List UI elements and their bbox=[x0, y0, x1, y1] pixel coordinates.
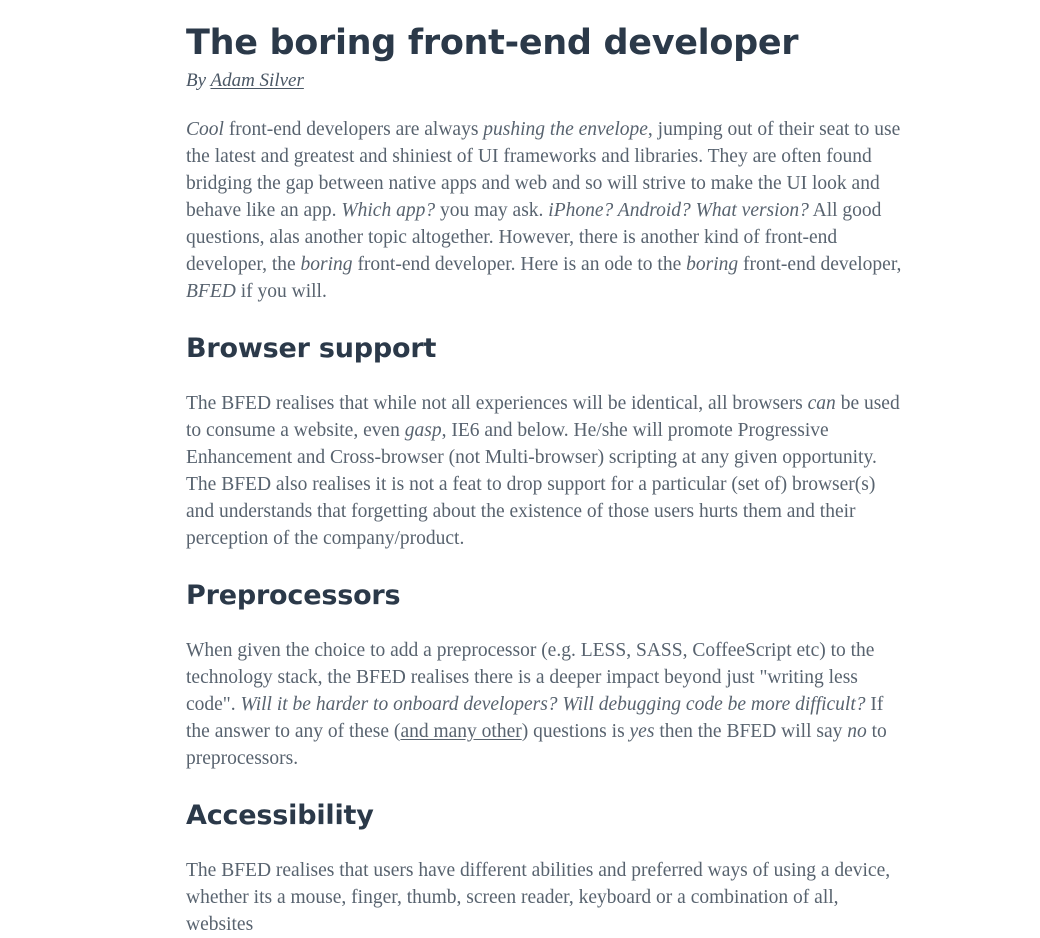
byline bbox=[186, 69, 906, 94]
intro-text-2: , jumping out of their seat to use the latest and greatest and shiniest of UI frameworks and libraries. They are often found bridging the gap between native apps and web and so will strive to make the UI look and behave like an app. bbox=[186, 118, 901, 221]
pp-emphasis-questions: Will it be harder to onboard developers? Will debugging code be more difficult? bbox=[240, 693, 866, 715]
intro-emphasis-platforms: iPhone? Android? What version? bbox=[548, 199, 809, 221]
browser-support-paragraph bbox=[186, 390, 906, 552]
intro-text-4: All good questions, alas another topic altogether. However, there is another kind of front-end developer, the bbox=[186, 199, 882, 275]
byline-prefix: By bbox=[186, 70, 207, 92]
pp-text-2: If the answer to any of these ( bbox=[186, 693, 884, 742]
intro-text-1: front-end developers are always bbox=[223, 118, 484, 140]
accessibility-paragraph bbox=[186, 857, 906, 938]
section-heading-preprocessors: Preprocessors bbox=[186, 579, 401, 611]
intro-emphasis-envelope: pushing the envelope bbox=[483, 118, 648, 140]
intro-emphasis-boring-1: boring bbox=[300, 253, 353, 275]
section-heading-accessibility: Accessibility bbox=[186, 799, 374, 831]
intro-emphasis-cool: Cool bbox=[186, 118, 224, 140]
pp-text-3: ) questions is bbox=[521, 720, 630, 742]
intro-emphasis-which-app: Which app? bbox=[341, 199, 436, 221]
pp-emphasis-no: no bbox=[847, 720, 867, 742]
intro-text-5: front-end developer. Here is an ode to the bbox=[352, 253, 687, 275]
intro-text-6: front-end developer, bbox=[738, 253, 902, 275]
intro-text-7: if you will. bbox=[235, 280, 327, 302]
bs-text-1: The BFED realises that while not all experiences will be identical, all browsers bbox=[186, 392, 808, 414]
section-heading-browser-support: Browser support bbox=[186, 332, 437, 364]
intro-paragraph bbox=[186, 116, 906, 305]
intro-text-3: you may ask. bbox=[435, 199, 549, 221]
article-body bbox=[186, 24, 906, 938]
page-title: The boring front-end developer bbox=[186, 23, 799, 63]
bs-emphasis-can: can bbox=[807, 392, 836, 414]
bs-text-2: be used to consume a website, even bbox=[186, 392, 900, 441]
ac-text-1: The BFED realises that users have different abilities and preferred ways of using a device, whether its a mouse, finger, thumb, screen reader, keyboard or a combination of all, websites bbox=[186, 860, 891, 936]
bs-text-3: , IE6 and below. He/she will promote Progressive Enhancement and Cross-browser (not Multi-browser) scripting at any given opportunity. The BFED also realises it is not a feat to drop support for a particular (set of) browser(s) and understands that forgetting about the existence of those users hurts them and their perception of the company/product. bbox=[186, 419, 877, 549]
pp-text-4: then the BFED will say bbox=[654, 720, 848, 742]
intro-emphasis-boring-2: boring bbox=[686, 253, 739, 275]
pp-text-1: When given the choice to add a preprocessor (e.g. LESS, SASS, CoffeeScript etc) to the technology stack, the BFED realises there is a deeper impact beyond just "writing less code". bbox=[186, 639, 875, 715]
author-link[interactable]: Adam Silver bbox=[210, 70, 304, 92]
pp-text-5: to preprocessors. bbox=[186, 720, 887, 769]
bs-emphasis-gasp: gasp bbox=[404, 419, 442, 441]
pp-emphasis-yes: yes bbox=[629, 720, 655, 742]
intro-emphasis-bfed: BFED bbox=[186, 280, 236, 302]
preprocessors-paragraph bbox=[186, 637, 906, 772]
and-many-other-link[interactable]: and many other bbox=[400, 720, 522, 742]
